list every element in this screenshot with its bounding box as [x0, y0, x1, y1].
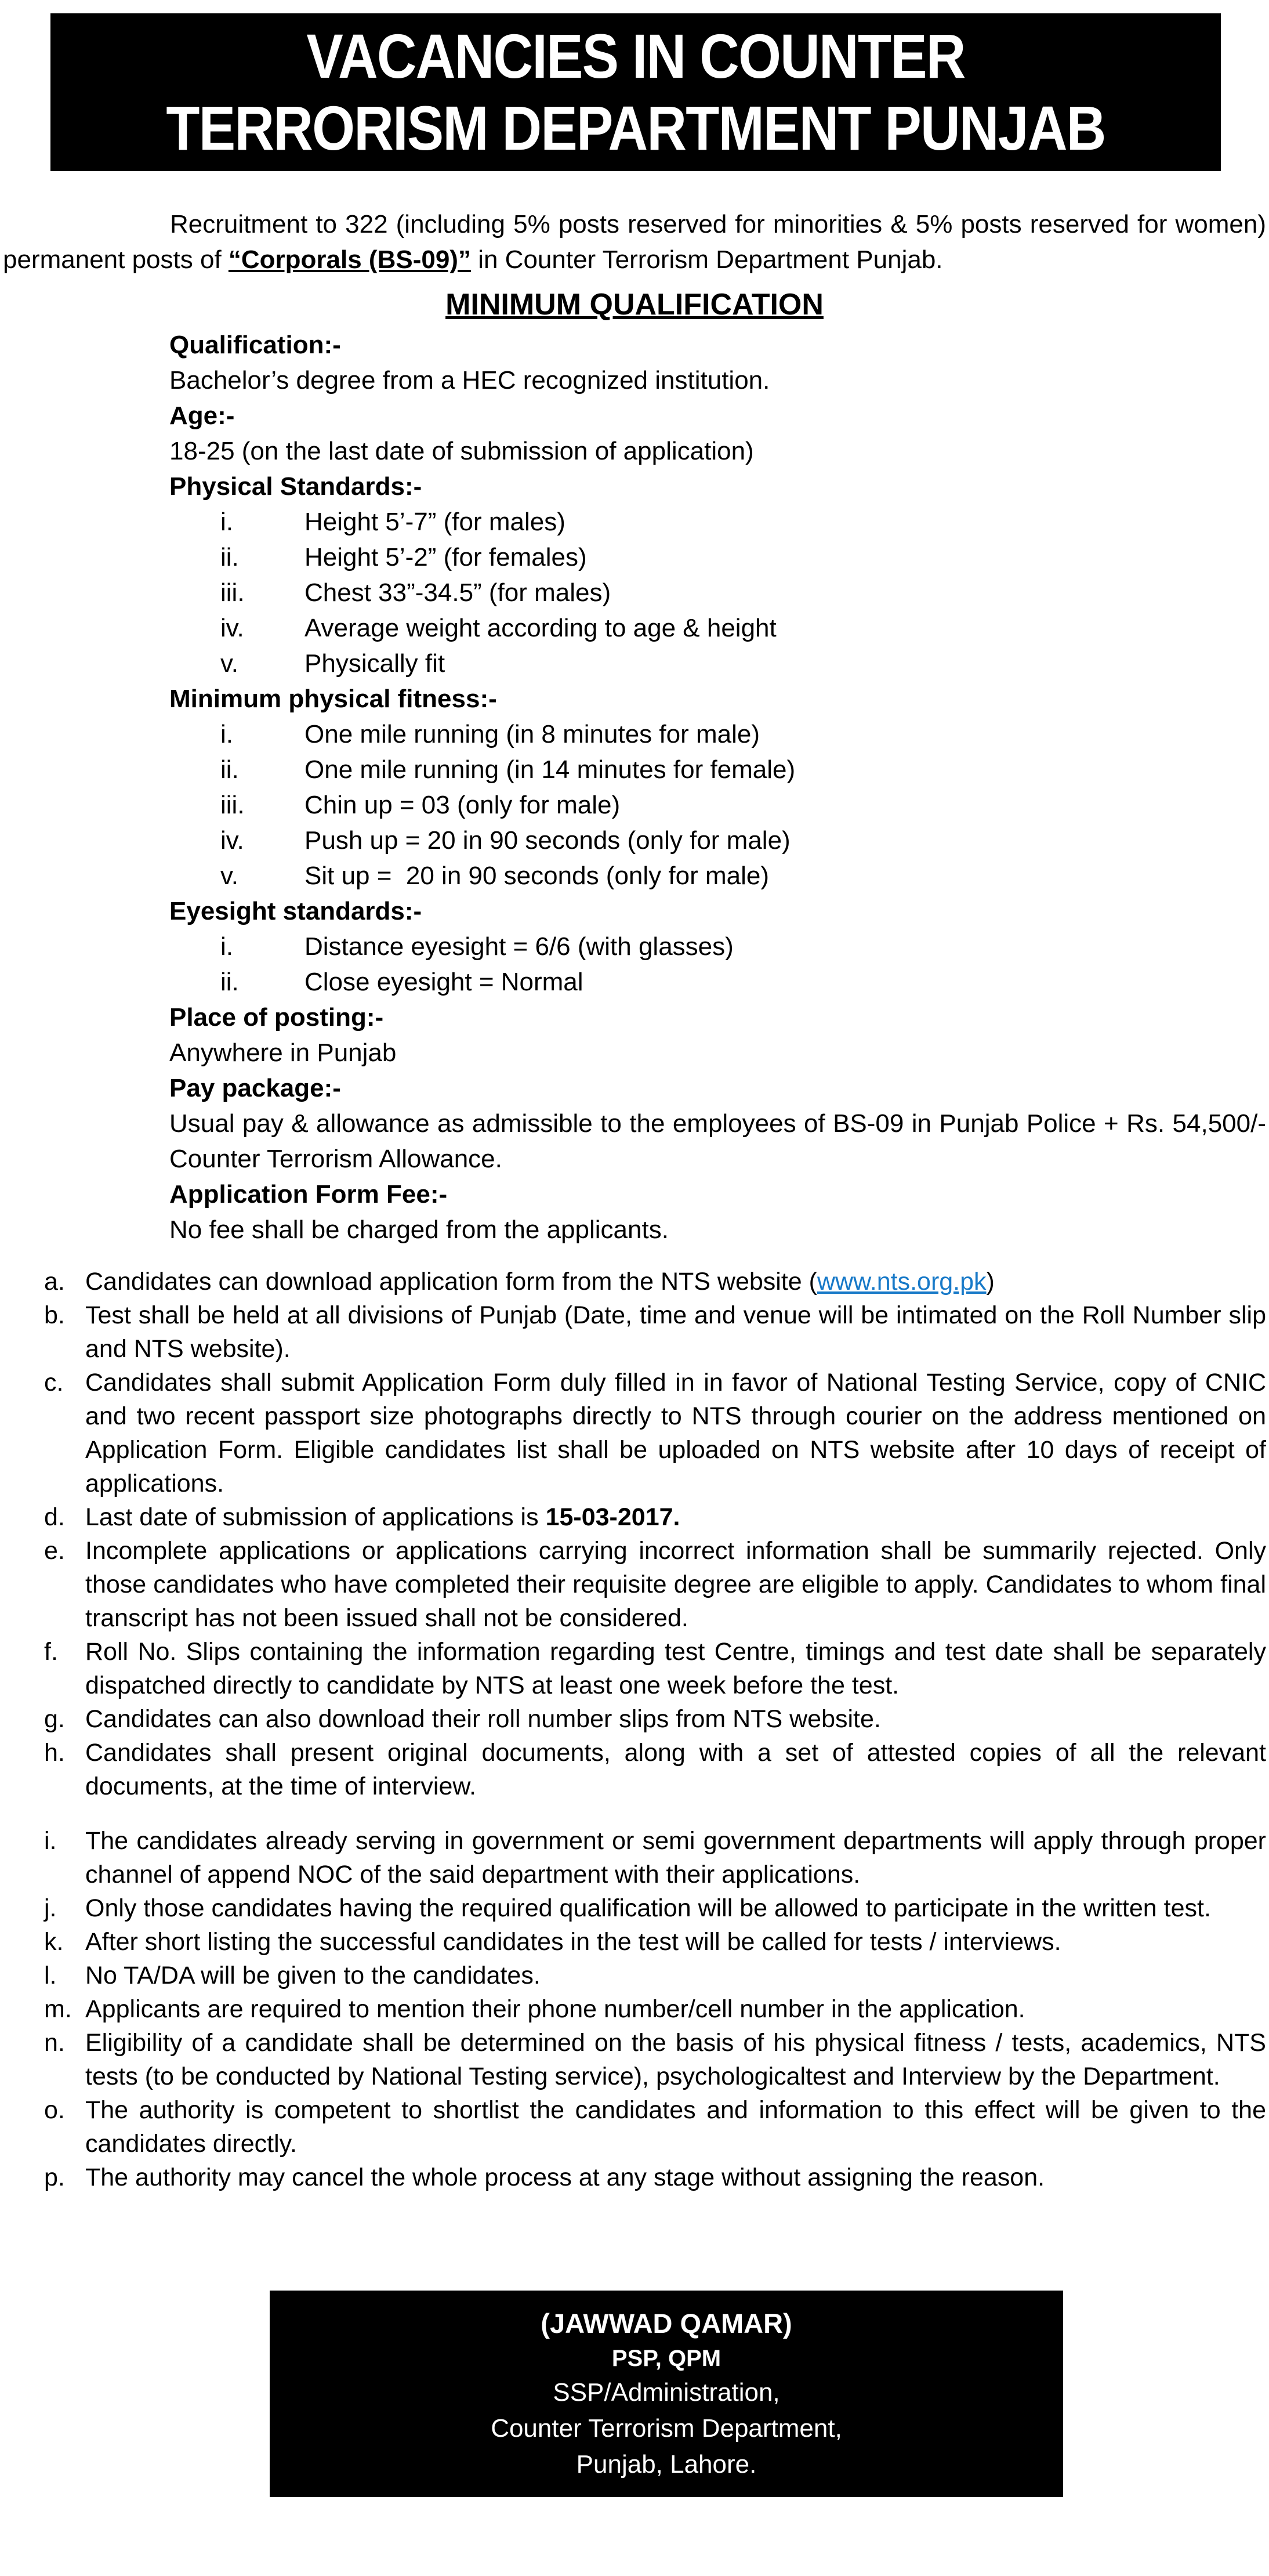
roman-numeral: i.: [220, 932, 233, 961]
spec-heading: Eyesight standards:-: [169, 897, 422, 925]
term-run: Last date of submission of applications is: [85, 1503, 546, 1531]
term-item: [0, 1635, 1269, 1702]
term-text: [85, 1500, 1266, 1534]
term-item: [0, 1959, 1269, 1992]
term-run: Candidates shall present original documents, along with a set of attested copies of all the relevant documents, at the time of interview.: [85, 1739, 1266, 1800]
signatory-line: SSP/Administration,: [553, 2378, 780, 2407]
roman-numeral: i.: [220, 720, 233, 748]
term-item: [0, 1366, 1269, 1500]
roman-list-item: [169, 752, 1266, 787]
term-letter: a.: [44, 1268, 65, 1296]
min-qualification-heading: MINIMUM QUALIFICATION: [445, 288, 824, 321]
term-run: Incomplete applications or applications carrying incorrect information shall be summarily rejected. Only those candidates who have completed their requisite degree are eligible to apply. Candidates to whom final transcript has not been issued shall not be considered.: [85, 1537, 1266, 1632]
term-letter: l.: [44, 1962, 57, 1989]
spec-heading: Physical Standards:-: [169, 472, 422, 501]
term-run: Candidates shall submit Application Form duly filled in in favor of National Testing Service, copy of CNIC and two recent passport size photographs directly to NTS through courier on the address mentioned on Application Form. Eligible candidates list shall be uploaded on NTS website after 10 days of receipt of applications.: [85, 1369, 1266, 1497]
term-run: Test shall be held at all divisions of Punjab (Date, time and venue will be intimated on the Roll Number slip and NTS website).: [85, 1301, 1266, 1363]
term-item: [0, 1265, 1269, 1298]
term-run: Applicants are required to mention their phone number/cell number in the application.: [85, 1995, 1025, 2023]
term-run: No TA/DA will be given to the candidates.: [85, 1962, 541, 1989]
spec-heading: Age:-: [169, 401, 235, 430]
intro-text-after: in Counter Terrorism Department Punjab.: [470, 245, 943, 274]
roman-list-item: [169, 504, 1266, 540]
term-item: [0, 1891, 1269, 1925]
term-letter: n.: [44, 2029, 65, 2057]
nts-website-link[interactable]: www.nts.org.pk: [817, 1268, 987, 1296]
term-text: [85, 1635, 1266, 1702]
signatory-name: (JAWWAD QAMAR): [541, 2308, 792, 2339]
roman-item-text: Physically fit: [304, 649, 445, 678]
spec-heading: Minimum physical fitness:-: [169, 685, 497, 713]
roman-item-text: Chin up = 03 (only for male): [304, 791, 621, 819]
term-run: Roll No. Slips containing the information regarding test Centre, timings and test date shall be separately dispatched directly to candidate by NTS at least one week before the test.: [85, 1638, 1266, 1699]
term-bold-text: 15-03-2017.: [545, 1503, 680, 1531]
ad-body: [0, 181, 1269, 2194]
roman-numeral: ii.: [220, 968, 239, 996]
term-text: [85, 2161, 1266, 2194]
term-letter: e.: [44, 1537, 65, 1565]
roman-item-text: Close eyesight = Normal: [304, 968, 583, 996]
term-run: After short listing the successful candidates in the test will be called for tests / interviews.: [85, 1928, 1061, 1956]
term-letter: f.: [44, 1638, 58, 1666]
roman-item-text: Distance eyesight = 6/6 (with glasses): [304, 932, 734, 961]
term-letter: b.: [44, 1301, 65, 1329]
spec-text: 18-25 (on the last date of submission of application): [169, 437, 754, 465]
term-text: [85, 1298, 1266, 1366]
term-letter: j.: [44, 1894, 57, 1922]
term-run: Eligibility of a candidate shall be determined on the basis of his physical fitness / tests, academics, NTS tests (to be conducted by National Testing service), psychologicaltest and Interview by the Department.: [85, 2029, 1266, 2090]
roman-numeral: iv.: [220, 826, 244, 855]
ad-title-line1: VACANCIES IN COUNTER: [306, 21, 965, 91]
term-run: The authority is competent to shortlist the candidates and information to this effect will be given to the candidates directly.: [85, 2096, 1266, 2158]
signatory-lines: [491, 2375, 842, 2483]
term-text: [85, 1891, 1266, 1925]
term-letter: h.: [44, 1739, 65, 1767]
term-letter: k.: [44, 1928, 64, 1956]
post-name-emphasis: “Corporals (BS-09)”: [228, 245, 471, 274]
term-item: [0, 1298, 1269, 1366]
intro-paragraph: [3, 207, 1266, 277]
roman-list-item: [169, 717, 1266, 752]
spec-text: Bachelor’s degree from a HEC recognized institution.: [169, 366, 770, 395]
terms-list: [0, 1265, 1269, 2194]
ad-title-line2: TERRORISM DEPARTMENT PUNJAB: [166, 93, 1105, 163]
spec-text: Anywhere in Punjab: [169, 1039, 397, 1067]
term-text: [85, 2093, 1266, 2161]
term-item: [0, 1824, 1269, 1891]
term-run: The candidates already serving in government or semi government departments will apply through proper channel of append NOC of the said department with their applications.: [85, 1827, 1266, 1888]
term-letter: d.: [44, 1503, 65, 1531]
signatory-block: [270, 2291, 1063, 2497]
spec-heading: Place of posting:-: [169, 1003, 384, 1032]
term-run: Candidates can also download their roll number slips from NTS website.: [85, 1705, 881, 1733]
roman-item-text: One mile running (in 8 minutes for male): [304, 720, 760, 748]
roman-item-text: Push up = 20 in 90 seconds (only for male): [304, 826, 791, 855]
spec-heading: Pay package:-: [169, 1074, 341, 1102]
term-item: [0, 1992, 1269, 2026]
term-text: [85, 1534, 1266, 1635]
spec-heading: Qualification:-: [169, 331, 341, 359]
signatory-line: Punjab, Lahore.: [576, 2450, 757, 2479]
roman-item-text: Height 5’-7” (for males): [304, 508, 565, 536]
term-run: The authority may cancel the whole process at any stage without assigning the reason.: [85, 2163, 1045, 2191]
roman-list-item: [169, 575, 1266, 610]
term-letter: o.: [44, 2096, 65, 2124]
roman-list-item: [169, 787, 1266, 823]
term-letter: i.: [44, 1827, 57, 1855]
roman-numeral: ii.: [220, 543, 239, 571]
roman-numeral: iii.: [220, 791, 245, 819]
term-item: [0, 2026, 1269, 2093]
roman-list-item: [169, 858, 1266, 893]
term-text: [85, 1702, 1266, 1736]
term-item: [0, 2161, 1269, 2194]
roman-item-text: Height 5’-2” (for females): [304, 543, 587, 571]
intro-text-before: Recruitment to 322 (including 5% posts reserved for minorities & 5% posts reserved for women) permanent posts of: [3, 210, 1266, 274]
roman-list-item: [169, 540, 1266, 575]
roman-item-text: Chest 33”-34.5” (for males): [304, 578, 611, 607]
term-text: [85, 1959, 1266, 1992]
term-letter: c.: [44, 1369, 64, 1396]
ad-title-banner: [50, 13, 1221, 171]
qualification-section: [169, 327, 1266, 1247]
spec-text: No fee shall be charged from the applicants.: [169, 1215, 669, 1244]
roman-list-item: [169, 646, 1266, 681]
roman-numeral: v.: [220, 862, 238, 890]
term-run: Only those candidates having the required qualification will be allowed to participate in the written test.: [85, 1894, 1211, 1922]
term-item: [0, 1500, 1269, 1534]
term-text: [85, 1992, 1266, 2026]
roman-list-item: [169, 964, 1266, 1000]
term-item: [0, 1534, 1269, 1635]
roman-item-text: One mile running (in 14 minutes for female): [304, 755, 796, 784]
roman-list-item: [169, 823, 1266, 858]
term-text: [85, 1736, 1266, 1803]
term-item: [0, 1736, 1269, 1803]
term-text: [85, 1265, 1266, 1298]
term-letter: g.: [44, 1705, 65, 1733]
roman-numeral: ii.: [220, 755, 239, 784]
term-text: [85, 1366, 1266, 1500]
term-run: ): [986, 1268, 995, 1296]
term-letter: p.: [44, 2163, 65, 2191]
signatory-rank: PSP, QPM: [611, 2346, 721, 2371]
spec-text: Usual pay & allowance as admissible to the employees of BS-09 in Punjab Police + Rs. 54,500/- Counter Terrorism Allowance.: [169, 1109, 1266, 1173]
roman-item-text: Average weight according to age & height: [304, 614, 777, 642]
roman-list-item: [169, 929, 1266, 964]
roman-numeral: v.: [220, 649, 238, 678]
term-text: [85, 1824, 1266, 1891]
spec-heading: Application Form Fee:-: [169, 1180, 448, 1209]
roman-list-item: [169, 610, 1266, 646]
term-text: [85, 1925, 1266, 1959]
roman-numeral: i.: [220, 508, 233, 536]
term-letter: m.: [44, 1995, 72, 2023]
term-item: [0, 1702, 1269, 1736]
roman-item-text: Sit up = 20 in 90 seconds (only for male): [304, 862, 769, 890]
term-text: [85, 2026, 1266, 2093]
signatory-line: Counter Terrorism Department,: [491, 2414, 842, 2443]
roman-numeral: iv.: [220, 614, 244, 642]
term-item: [0, 2093, 1269, 2161]
term-item: [0, 1925, 1269, 1959]
roman-numeral: iii.: [220, 578, 245, 607]
term-run: Candidates can download application form from the NTS website (: [85, 1268, 817, 1296]
